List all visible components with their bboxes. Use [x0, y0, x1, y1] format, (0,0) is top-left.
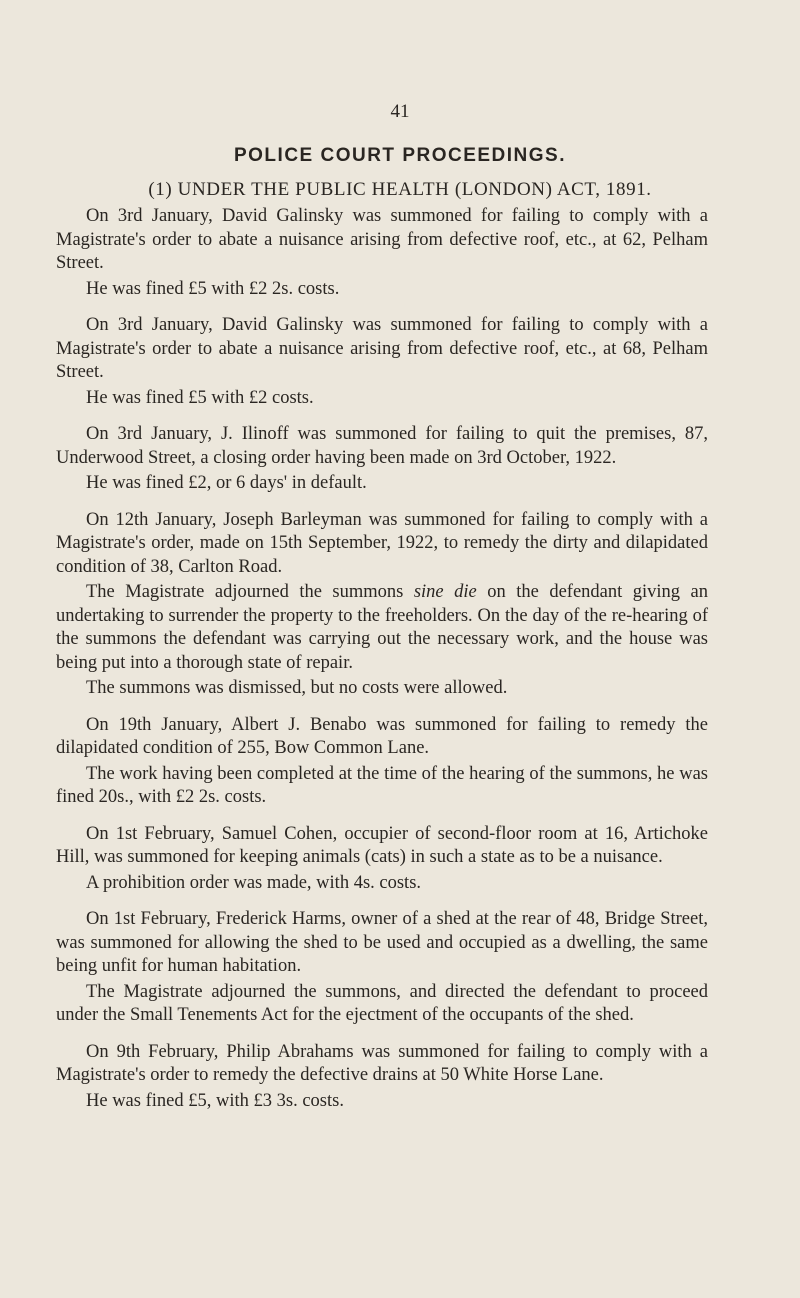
entry-paragraph: On 3rd January, David Galinsky was summoned for failing to comply with a Magistrate's order to abate a nuisance arising from defective roof, etc., at 62, Pelham Street. [56, 206, 708, 273]
proceedings-body [56, 205, 708, 1126]
entry-paragraph: He was fined £5 with £2 costs. [86, 387, 314, 408]
entry-text: on the defendant giving an undertaking to surrender the property to the freeholders. On the day of the re-hearing of the summons the defendant was carrying out the necessary work, and the house was being put into a thorough state of repair. [56, 582, 708, 673]
entry-paragraph: The summons was dismissed, but no costs were allowed. [86, 678, 508, 698]
entry-paragraph: A prohibition order was made, with 4s. costs. [86, 872, 422, 893]
entry-paragraph: He was fined £5, with £3 3s. costs. [86, 1090, 344, 1111]
page-number: 41 [390, 101, 410, 122]
latin-phrase: sine die [413, 582, 477, 602]
entry-text: The Magistrate adjourned the summons [86, 582, 414, 602]
proceeding-entry [56, 509, 708, 701]
proceeding-entry [56, 1041, 708, 1114]
proceeding-entry [56, 714, 708, 810]
entry-paragraph: On 19th January, Albert J. Benabo was summoned for failing to remedy the dilapidated condition of 255, Bow Common Lane. [56, 714, 708, 758]
entry-paragraph: On 1st February, Samuel Cohen, occupier of second-floor room at 16, Artichoke Hill, was summoned for keeping animals (cats) in such a state as to be a nuisance. [56, 823, 708, 867]
entry-paragraph: On 3rd January, J. Ilinoff was summoned for failing to quit the premises, 87, Underwood Street, a closing order having been made on 3rd October, 1922. [56, 424, 708, 468]
entry-paragraph [56, 581, 708, 675]
entry-paragraph: On 9th February, Philip Abrahams was summoned for failing to comply with a Magistrate's order to remedy the defective drains at 50 White Horse Lane. [56, 1041, 708, 1085]
proceeding-entry [56, 908, 708, 1028]
page-heading: POLICE COURT PROCEEDINGS. [233, 145, 567, 166]
proceeding-entry [56, 314, 708, 410]
entry-paragraph: On 1st February, Frederick Harms, owner of a shed at the rear of 48, Bridge Street, was summoned for allowing the shed to be used and occupied as a dwelling, the same being unfit for human habitation. [56, 909, 708, 976]
proceeding-entry [56, 823, 708, 896]
entry-paragraph: He was fined £5 with £2 2s. costs. [86, 278, 340, 299]
proceeding-entry [56, 205, 708, 301]
entry-paragraph: The work having been completed at the time of the hearing of the summons, he was fined 20s., with £2 2s. costs. [56, 763, 708, 807]
entry-paragraph: The Magistrate adjourned the summons, and directed the defendant to proceed under the Small Tenements Act for the ejectment of the occupants of the shed. [56, 981, 708, 1025]
entry-paragraph: On 12th January, Joseph Barleyman was summoned for failing to comply with a Magistrate's order, made on 15th September, 1922, to remedy the dirty and dilapidated condition of 38, Carlton Road. [56, 509, 708, 577]
proceeding-entry [56, 423, 708, 496]
entry-paragraph: On 3rd January, David Galinsky was summoned for failing to comply with a Magistrate's order to abate a nuisance arising from defective roof, etc., at 68, Pelham Street. [56, 315, 708, 382]
section-subheading: (1) UNDER THE PUBLIC HEALTH (LONDON) ACT, 1891. [148, 179, 652, 200]
entry-paragraph: He was fined £2, or 6 days' in default. [86, 473, 367, 493]
